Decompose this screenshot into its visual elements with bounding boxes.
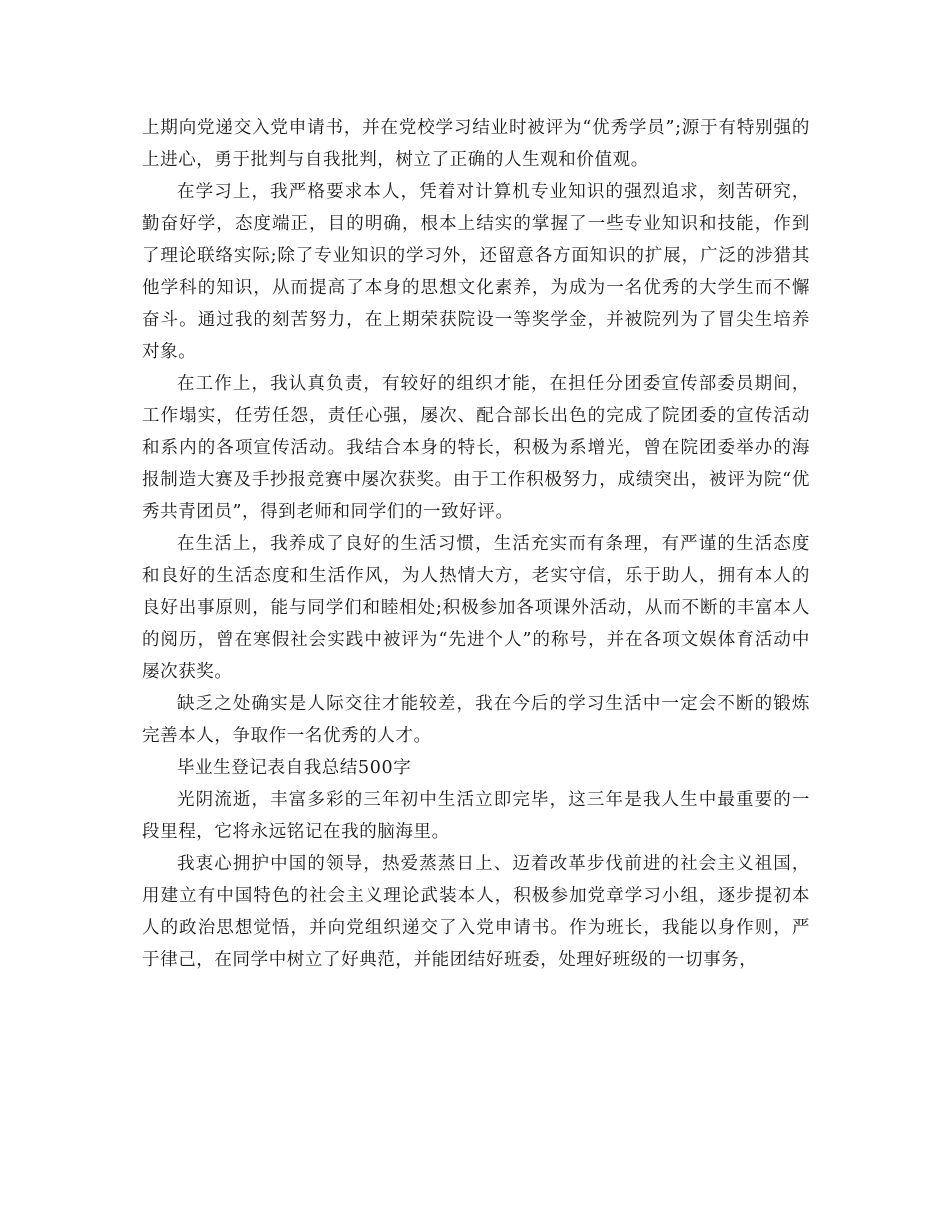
paragraph-2: 在学习上，我严格要求本人，凭着对计算机专业知识的强烈追求，刻苦研究，勤奋好学，态度端正，目的明确，根本上结实的掌握了一些专业知识和技能，作到了理论联络实际;除了专业知识的学习外，还留意各方面知识的扩展，广泛的涉猎其他学科的知识，从而提高了本身的思想文化素养，为成为一名优秀的大学生而不懈奋斗。通过我的刻苦努力，在上期荣获院设一等奖学金，并被院列为了冒尖生培养对象。 xyxy=(142,182,810,362)
document-page xyxy=(142,112,810,976)
paragraph-7: 我衷心拥护中国的领导，热爱蒸蒸日上、迈着改革步伐前进的社会主义祖国，用建立有中国特色的社会主义理论武装本人，积极参加党章学习小组，逐步提初本人的政治思想觉悟，并向党组织递交了入党申请书。作为班长，我能以身作则，严于律己，在同学中树立了好典范，并能团结好班委，处理好班级的一切事务， xyxy=(142,854,810,970)
section-heading: 毕业生登记表自我总结500字 xyxy=(177,758,412,778)
paragraph-1: 上期向党递交入党申请书，并在党校学习结业时被评为“优秀学员”;源于有特别强的上进心，勇于批判与自我批判，树立了正确的人生观和价值观。 xyxy=(142,118,810,170)
paragraph-4: 在生活上，我养成了良好的生活习惯，生活充实而有条理，有严谨的生活态度和良好的生活态度和生活作风，为人热情大方，老实守信，乐于助人，拥有本人的良好出事原则，能与同学们和睦相处;积极参加各项课外活动，从而不断的丰富本人的阅历，曾在寒假社会实践中被评为“先进个人”的称号，并在各项文娱体育活动中屡次获奖。 xyxy=(142,534,810,682)
paragraph-6: 光阴流逝，丰富多彩的三年初中生活立即完毕，这三年是我人生中最重要的一段里程，它将永远铭记在我的脑海里。 xyxy=(142,790,810,842)
paragraph-5: 缺乏之处确实是人际交往才能较差，我在今后的学习生活中一定会不断的锻炼完善本人，争取作一名优秀的人才。 xyxy=(142,694,810,746)
paragraph-3: 在工作上，我认真负责，有较好的组织才能，在担任分团委宣传部委员期间，工作塌实，任劳任怨，责任心强，屡次、配合部长出色的完成了院团委的宣传活动和系内的各项宣传活动。我结合本身的特长，积极为系增光，曾在院团委举办的海报制造大赛及手抄报竞赛中屡次获奖。由于工作积极努力，成绩突出，被评为院“优秀共青团员”，得到老师和同学们的一致好评。 xyxy=(142,374,810,522)
